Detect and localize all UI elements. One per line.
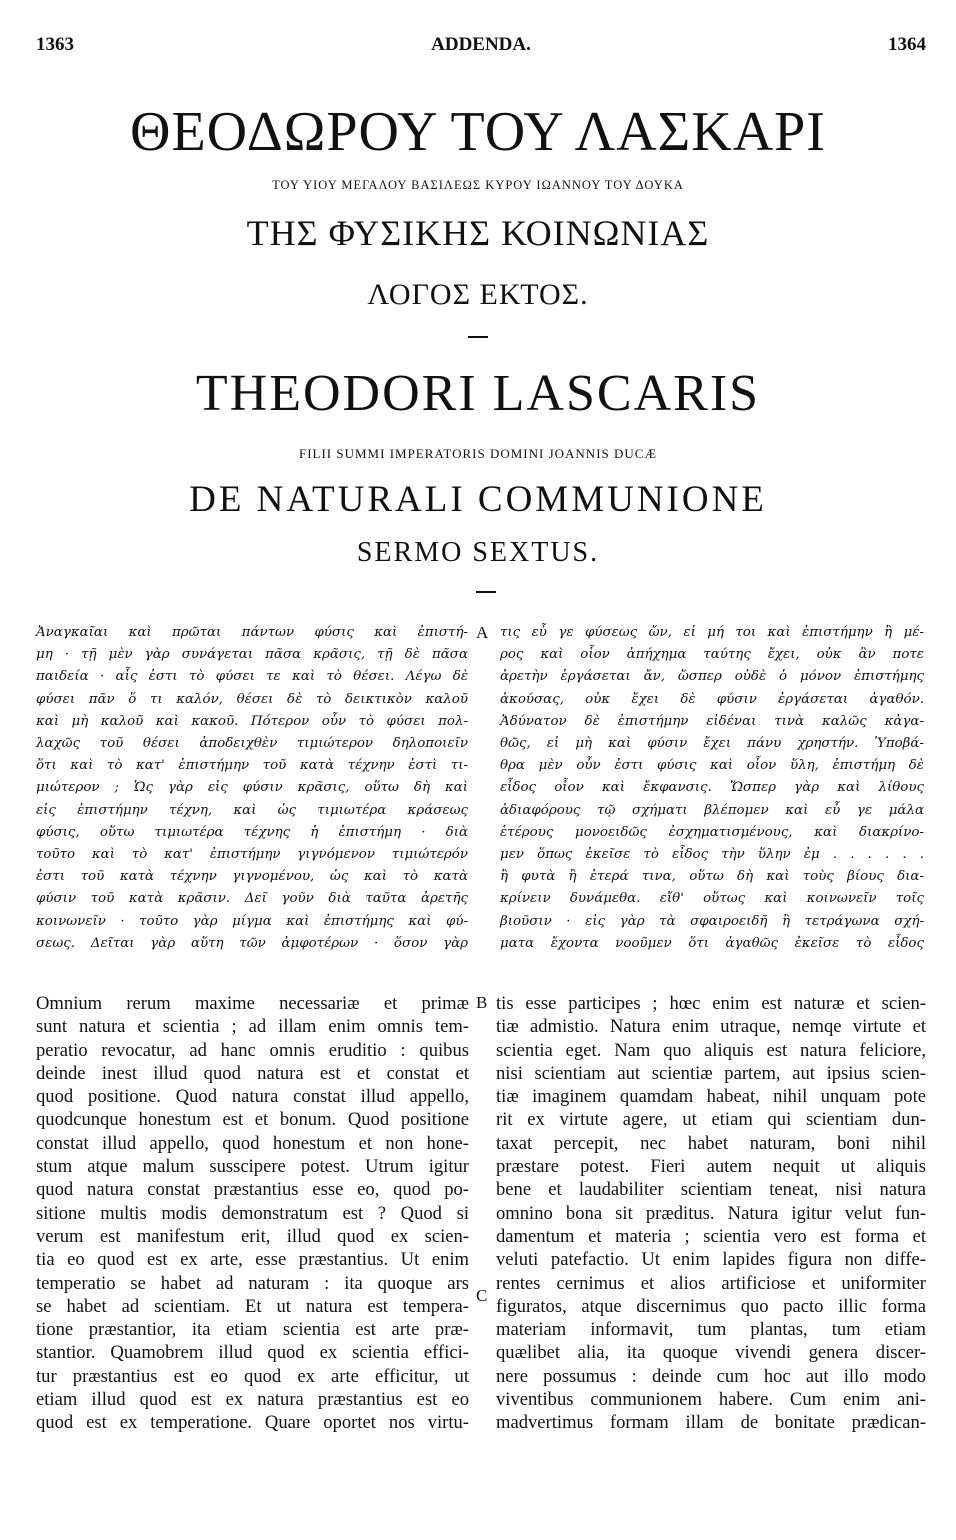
text-line: παιδεία · αἷς ἐστι τὸ φύσει τε καὶ τὸ θέσει. Λέγω δὲ	[36, 669, 468, 685]
text-line: κοινωνεῖν · τοῦτο γὰρ μίγμα καὶ ἐπιστήμης καὶ φύ-	[36, 913, 468, 929]
text-line: quod natura constat præstantius esse eo, quod po-	[36, 1179, 469, 1201]
text-line: λαχῶς τοῦ θέσει ἀποδειχθὲν τιμιώτερον δηλοποιεῖν	[36, 736, 468, 752]
text-line: θῶς, εἰ μὴ καὶ φύσιν ἔχει πάνυ χρηστήν. Ὑποβά-	[500, 736, 924, 752]
margin-marker-b: B	[476, 993, 488, 1012]
text-line: μεν ὅπως ἐκεῖσε τὸ εἶδος τὴν ὕλην ἐμ . . . . . .	[500, 847, 924, 863]
text-line: præstare potest. Fieri autem nequit ut aliquis	[496, 1156, 926, 1178]
text-line: Ἀδύνατον δὲ ἐπιστήμην εἰδέναι τινὰ καλῶς κἀγα-	[500, 713, 924, 729]
text-line: rit ex virtute agere, ut etiam qui scientiam dun-	[496, 1109, 926, 1131]
text-line: ρος καὶ οἷον ἀπήχημα ταύτης ἔχει, οὐκ ἂν ποτε	[500, 647, 924, 663]
text-line: peratio revocatur, ad hanc omnis eruditio : quibus	[36, 1039, 469, 1061]
text-line: sunt natura et scientia ; ad illam enim omnis tem-	[36, 1016, 469, 1038]
text-line: βιοῦσιν · εἰς γὰρ τὰ σφαιροειδῆ ἢ τετράγωνα σχή-	[500, 913, 924, 929]
text-line: scientia eget. Nam quo aliquis est natura feliciore,	[496, 1039, 926, 1061]
text-line: etiam illud quod est ex natura præstantius est eo	[36, 1389, 469, 1411]
latin-work-title: DE NATURALI COMMUNIONE	[189, 479, 767, 520]
text-line: ἐστι τοῦ κατὰ τέχνην γιγνομένου, ὡς καὶ τὸ κατὰ	[36, 869, 468, 885]
text-line: taxat percepit, nec habet naturam, boni nihil	[496, 1132, 926, 1154]
text-line: rentes cernimus et alios artificiose et uniformiter	[496, 1272, 926, 1294]
greek-subtitle: ΤΟΥ ΥΙΟΥ ΜΕΓΑΛΟΥ ΒΑΣΙΛΕΩΣ ΚΥΡΟΥ ΙΩΑΝΝΟΥ ΤΟΥ ΔΟΥΚΑ	[272, 178, 684, 192]
text-line: tione præstantior, ita etiam scientia est arte præ-	[36, 1319, 469, 1341]
text-line: bene et laudabiliter scientiam teneat, nisi natura	[496, 1179, 926, 1201]
text-line: nere possumus : deinde cum hoc aut illo modo	[496, 1365, 926, 1387]
text-line: μιώτερον ; Ὡς γὰρ εἰς φύσιν κρᾶσις, οὕτω δὴ καὶ	[36, 780, 468, 796]
text-line: μη · τῇ μὲν γὰρ συνάγεται πᾶσα κρᾶσις, τῇ δὲ πᾶσα	[36, 647, 468, 663]
text-line: φύσις, οὕτω τιμιωτέρα τέχνης ἡ ἐπιστήμη · διὰ	[36, 824, 468, 840]
latin-subtitle: FILII SUMMI IMPERATORIS DOMINI JOANNIS DUCÆ	[298, 446, 658, 461]
greek-text-left-column	[36, 622, 468, 955]
divider-dash	[476, 591, 496, 593]
right-page-number: 1364	[888, 34, 926, 55]
text-line: se habet ad scientiam. Et ut natura est tempera-	[36, 1295, 469, 1317]
text-line: viventibus communionem habere. Cum enim ani-	[496, 1389, 926, 1411]
text-line: tiæ admistio. Natura enim utraque, nemqe virtute et	[496, 1016, 926, 1038]
text-line: sitione multis modis demonstratum est ? Quod si	[36, 1202, 469, 1224]
text-line: τις εὖ γε φύσεως ὤν, εἰ μή τοι καὶ ἐπιστήμην ἢ μέ-	[500, 625, 924, 640]
text-line: madvertimus formam illam de bonitate prædican-	[496, 1412, 926, 1434]
text-line: καὶ μὴ καλοῦ καὶ κακοῦ. Πότερον οὖν τὸ φύσει πολ-	[36, 713, 468, 729]
text-line: omnino bona sit præditus. Natura igitur velut fun-	[496, 1202, 926, 1224]
text-line: φύσει πᾶν ὅ τι καλόν, θέσει δὲ τὸ δεικτικὸν καλοῦ	[36, 691, 468, 707]
divider-dash	[468, 336, 488, 338]
latin-section-title: SERMO SEXTUS.	[356, 537, 600, 568]
greek-text-right-column	[500, 622, 924, 955]
text-line: σεως. Δεῖται γὰρ αὕτη τῶν ἀμφοτέρων · ὅσον γὰρ	[36, 935, 468, 951]
text-line: deinde inest illud quod natura est et constat et	[36, 1062, 469, 1084]
text-line: nisi scientiam aut scientiæ partem, aut ipsius scien-	[496, 1062, 926, 1084]
text-line: verum est manifestum erit, illud quod ex scien-	[36, 1225, 469, 1247]
text-line: tia eo quod est ex arte, esse præstantius. Ut enim	[36, 1249, 469, 1271]
text-line: ματα ἔχοντα νοοῦμεν ὅτι ἀγαθῶς ἐκεῖσε τὸ εἶδος	[500, 935, 924, 951]
running-header	[36, 34, 926, 58]
text-line: Omnium rerum maxime necessariæ et primæ	[36, 993, 469, 1014]
greek-section-title: ΛΟΓΟΣ ΕΚΤΟΣ.	[367, 278, 589, 311]
text-line: quod est ex temperatione. Quare oportet nos virtu-	[36, 1412, 469, 1434]
text-line: quælibet alia, ita quoque vivendi genera discer-	[496, 1342, 926, 1364]
text-line: constat illud appello, quod honestum et non hone-	[36, 1132, 469, 1154]
running-title: ADDENDA.	[431, 34, 531, 55]
text-line: θρα μὲν οὖν ἐστι φύσις καὶ οἷον ὕλη, ἐπιστήμη δὲ	[500, 758, 924, 774]
text-line: materiam informavit, tum plantas, tum etiam	[496, 1319, 926, 1341]
text-line: temperatio se habet ad naturam : ita quoque ars	[36, 1272, 469, 1294]
text-line: stantior. Quamobrem illud quod ex scientia effici-	[36, 1342, 469, 1364]
text-line: ἀρετὴν ἐργάσεται ἄν, ὥσπερ οὐδὲ ὁ μόνον ἐπιστήμης	[500, 669, 924, 685]
latin-text-left-column	[36, 992, 469, 1435]
text-line: εἶδος οἷον καὶ ἔκφανσις. Ὥσπερ γὰρ καὶ λίθους	[500, 780, 924, 796]
text-line: ἀκούσας, οὐκ ἔχει δὲ φύσιν ἐργάσεται ἀγαθόν.	[500, 691, 924, 707]
text-line: tiæ imaginem quamdam habeat, nihil unquam pote	[496, 1086, 926, 1108]
text-line: τοῦτο καὶ τὸ κατ' ἐπιστήμην γιγνόμενον τιμιώτερόν	[36, 847, 468, 863]
text-line: ἀδιαφόρους τῷ σχήματι βλέπομεν καὶ εὖ γε μάλα	[500, 802, 924, 818]
text-line: ἢ φυτὰ ἢ ἑτερά τινα, οὕτω δὴ καὶ τοὺς βίους δια-	[500, 869, 924, 885]
text-line: φύσιν τοῦ κατὰ κρᾶσιν. Δεῖ γοῦν διὰ ταῦτα ἀρετῆς	[36, 891, 468, 907]
text-line: damentum et materia ; scientia vero est forma et	[496, 1225, 926, 1247]
margin-marker-a: A	[476, 623, 489, 642]
text-line: veluti patefactio. Ut enim lapides figura non diffe-	[496, 1249, 926, 1271]
greek-title: ΘΕΟΔΩΡΟΥ ΤΟΥ ΛΑΣΚΑΡΙ	[130, 101, 826, 163]
text-line: tur præstantius est eo quod ex arte efficitur, ut	[36, 1365, 469, 1387]
latin-title: THEODORI LASCARIS	[195, 365, 761, 422]
text-line: tis esse participes ; hœc enim est naturæ et scien-	[496, 993, 926, 1014]
text-line: quod positione. Quod natura constat illud appello,	[36, 1086, 469, 1108]
margin-marker-c: C	[476, 1286, 488, 1305]
latin-text-right-column	[496, 992, 926, 1435]
greek-work-title: ΤΗΣ ΦΥΣΙΚΗΣ ΚΟΙΝΩΝΙΑΣ	[246, 213, 710, 253]
text-line: Ἀναγκαῖαι καὶ πρῶται πάντων φύσις καὶ ἐπιστή-	[36, 625, 468, 640]
text-line: quodcunque honestum est et bonum. Quod positione	[36, 1109, 469, 1131]
text-line: ὅτι καὶ τὸ κατ' ἐπιστήμην τοῦ κατὰ τέχνην ἐστὶ τι-	[36, 758, 468, 774]
text-line: stum atque malum susscipere potest. Utrum igitur	[36, 1156, 469, 1178]
text-line: ἑτέρους μονοειδῶς ἐσχηματισμένους, καὶ διακρίνο-	[500, 824, 924, 840]
text-line: figuratos, atque discernimus quo pacto illic forma	[496, 1295, 926, 1317]
left-page-number: 1363	[36, 34, 74, 55]
text-line: κρίνειν δυνάμεθα. εἴθ' οὕτως καὶ κοινωνεῖν τοῖς	[500, 891, 924, 907]
text-line: εἰς ἐπιστήμην τέχνη, καὶ ὡς τιμιωτέρα κράσεως	[36, 802, 468, 818]
